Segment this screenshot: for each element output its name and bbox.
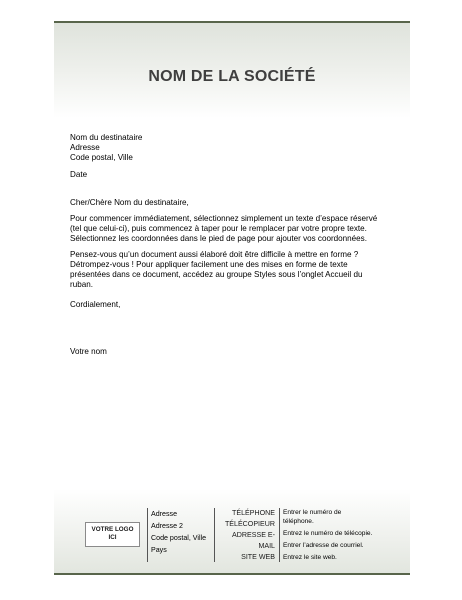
- footer-address[interactable]: [151, 508, 206, 556]
- phone-value-line: Entrer le numéro de: [283, 509, 342, 516]
- closing[interactable]: Cordialement,: [70, 300, 121, 309]
- paragraph-line: Pour commencer immédiatement, sélectionnez simplement un texte d’espace réservé: [70, 214, 378, 223]
- footer-contact-values[interactable]: [283, 508, 393, 562]
- paragraph-line: ruban.: [70, 280, 93, 289]
- paragraph-line: Pensez-vous qu’un document aussi élaboré doit être difficile à mettre en forme ?: [70, 250, 359, 259]
- fax-label: TÉLÉCOPIEUR: [224, 520, 275, 528]
- footer-address-line: Code postal, Ville: [151, 534, 207, 542]
- email-label-line: MAIL: [258, 542, 275, 550]
- footer-divider: [214, 508, 215, 562]
- recipient-postal-city[interactable]: Code postal, Ville: [70, 153, 133, 162]
- recipient-name[interactable]: Nom du destinataire: [70, 133, 143, 142]
- salutation[interactable]: Cher/Chère Nom du destinataire,: [70, 198, 189, 207]
- recipient-address[interactable]: Adresse: [70, 143, 100, 152]
- letter-page: [54, 21, 410, 576]
- company-name[interactable]: NOM DE LA SOCIÉTÉ: [148, 68, 316, 85]
- web-label: SITE WEB: [241, 553, 275, 561]
- phone-value-line: téléphone.: [283, 518, 314, 525]
- footer-divider: [147, 508, 148, 562]
- email-label-line: ADRESSE E-: [232, 531, 275, 539]
- recipient-block: [70, 133, 142, 163]
- email-value: Entrer l’adresse de courriel.: [283, 542, 364, 549]
- footer-contact-labels: [217, 508, 275, 563]
- paragraph-line: (tel que celui-ci), puis commencez à taper pour le remplacer par votre propre texte.: [70, 224, 367, 233]
- body-paragraph-2[interactable]: [70, 250, 362, 290]
- signature-name[interactable]: Votre nom: [70, 347, 107, 356]
- footer-address-line: Adresse 2: [151, 522, 183, 530]
- paragraph-line: Détrompez-vous ! Pour appliquer facilement une des mises en forme de texte: [70, 260, 348, 269]
- footer-address-line: Pays: [151, 546, 167, 554]
- paragraph-line: présentées dans ce document, accédez au groupe Styles sous l’onglet Accueil du: [70, 270, 363, 279]
- fax-value: Entrez le numéro de télécopie.: [283, 530, 373, 537]
- footer-divider: [279, 508, 280, 562]
- letter-date[interactable]: Date: [70, 170, 88, 179]
- bottom-rule: [54, 573, 410, 575]
- web-value: Entrez le site web.: [283, 554, 337, 561]
- logo-text-line: VOTRE LOGO: [91, 526, 134, 533]
- phone-label: TÉLÉPHONE: [232, 509, 275, 517]
- body-paragraph-1[interactable]: [70, 214, 377, 244]
- logo-text-line: ICI: [108, 534, 117, 541]
- logo-placeholder[interactable]: [85, 522, 140, 547]
- footer-address-line: Adresse: [151, 510, 178, 518]
- paragraph-line: Sélectionnez les coordonnées dans le pied de page pour ajouter vos coordonnées.: [70, 234, 367, 243]
